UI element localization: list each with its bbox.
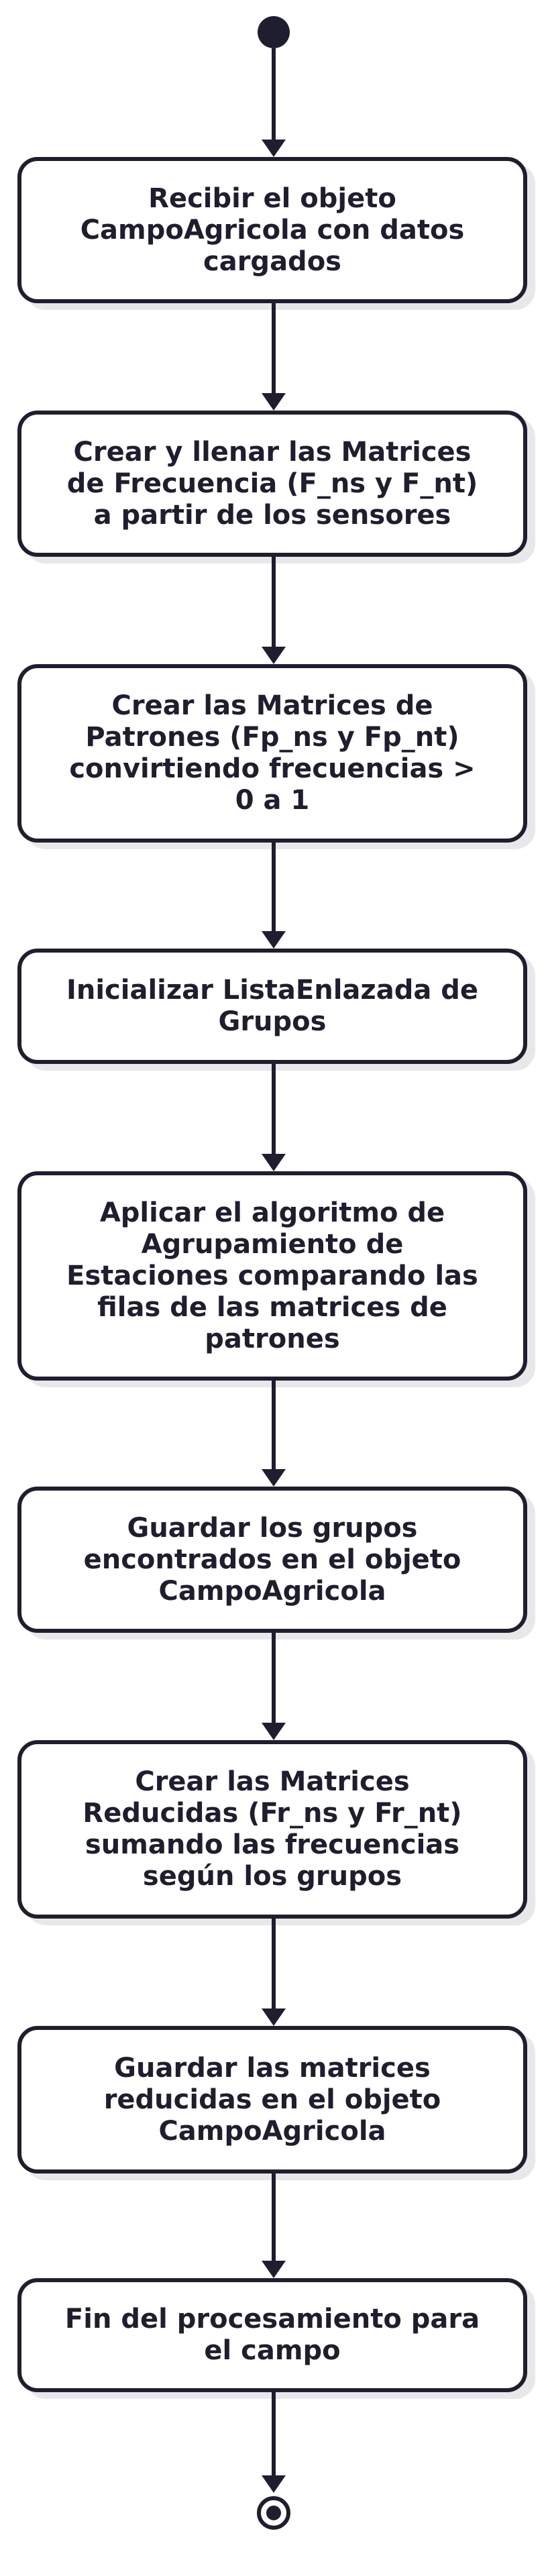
step-label: Crear las Matrices Reducidas (Fr_ns y Fr_nt) sumando las frecuencias según los grupos xyxy=(83,1766,462,1892)
activity-step-receive-object xyxy=(17,157,527,303)
arrow-step-3-to-step-4 xyxy=(262,843,286,949)
step-label: Guardar los grupos encontrados en el objeto CampoAgricola xyxy=(83,1512,461,1607)
step-label: Inicializar ListaEnlazada de Grupos xyxy=(66,975,479,1037)
arrow-step-5-to-step-6 xyxy=(262,1381,286,1487)
arrow-step-1-to-step-2 xyxy=(262,303,286,411)
activity-step-init-group-list xyxy=(17,949,527,1064)
arrow-step-4-to-step-5 xyxy=(262,1064,286,1171)
activity-step-pattern-matrices xyxy=(17,664,527,843)
step-label: Guardar las matrices reducidas en el objeto CampoAgricola xyxy=(103,2052,441,2147)
activity-step-reduced-matrices xyxy=(17,1740,527,1919)
arrow-step-8-to-step-9 xyxy=(262,2174,286,2278)
activity-step-frequency-matrices xyxy=(17,411,527,557)
arrow-start-to-step-1 xyxy=(262,48,286,157)
activity-step-end-processing xyxy=(17,2278,527,2392)
arrow-step-7-to-step-8 xyxy=(262,1919,286,2026)
arrow-step-6-to-step-7 xyxy=(262,1633,286,1740)
step-label: Crear las Matrices de Patrones (Fp_ns y Fp_nt) convirtiendo frecuencias > 0 a 1 xyxy=(69,690,476,816)
step-label: Crear y llenar las Matrices de Frecuencia (F_ns y F_nt) a partir de los sensores xyxy=(66,436,478,531)
activity-step-save-reduced-matrices xyxy=(17,2026,527,2174)
step-label: Aplicar el algoritmo de Agrupamiento de Estaciones comparando las filas de las matrices de patrones xyxy=(66,1197,478,1354)
activity-step-save-groups xyxy=(17,1487,527,1633)
arrow-step-9-to-end xyxy=(262,2392,286,2493)
step-label: Recibir el objeto CampoAgricola con datos cargados xyxy=(80,182,465,277)
start-node xyxy=(258,16,290,48)
arrow-step-2-to-step-3 xyxy=(262,557,286,664)
end-node xyxy=(259,2498,288,2528)
step-label: Fin del procesamiento para el campo xyxy=(64,2304,480,2366)
activity-step-grouping-algorithm xyxy=(17,1171,527,1381)
